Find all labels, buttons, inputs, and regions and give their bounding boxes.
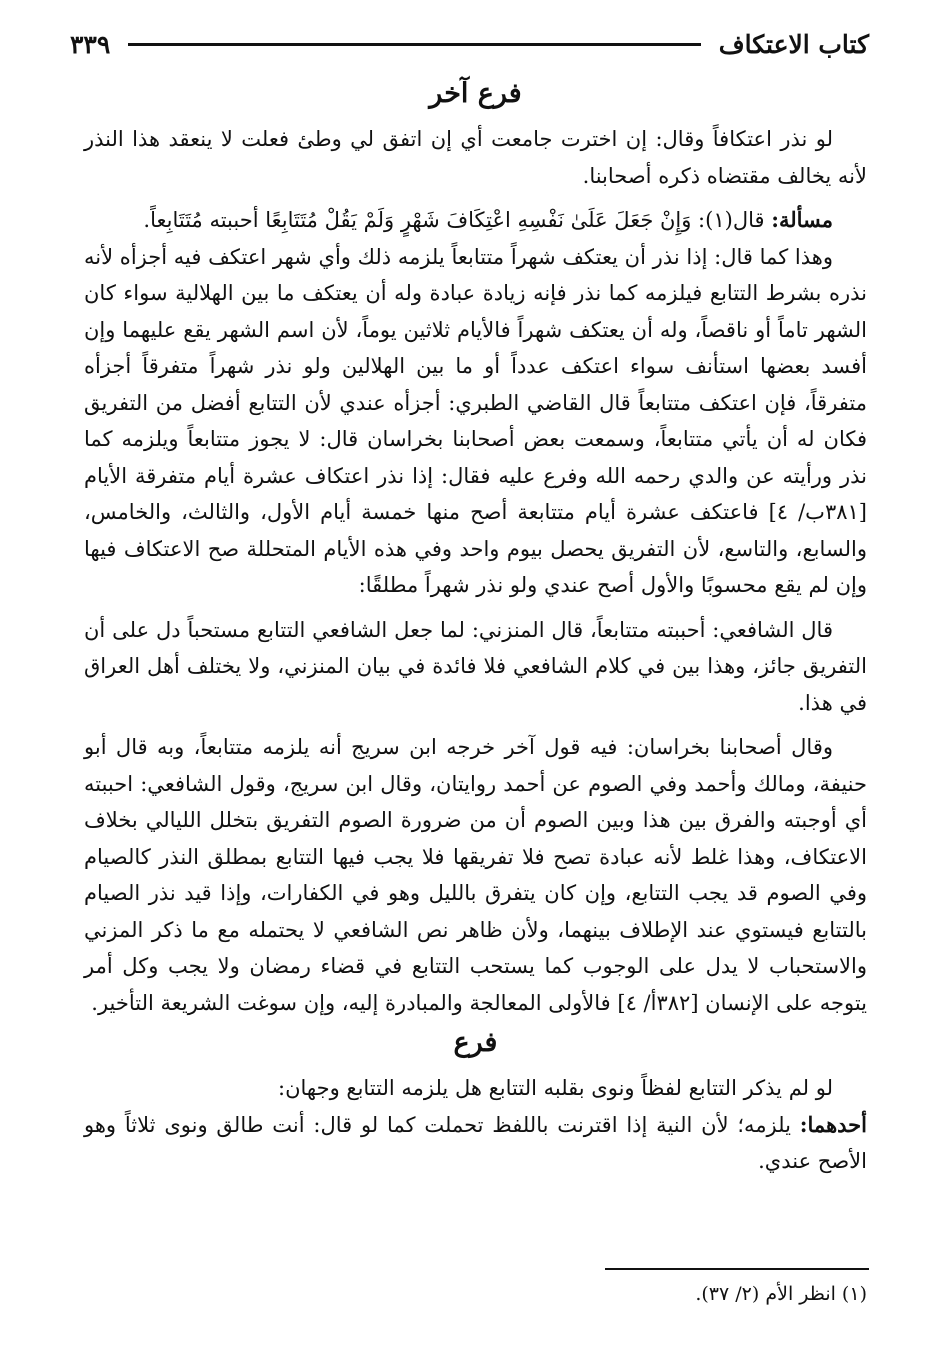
book-title: كتاب الاعتكاف bbox=[718, 29, 869, 59]
page-number: ٣٣٩ bbox=[70, 29, 111, 59]
main-text bbox=[84, 74, 867, 1180]
header-rule bbox=[128, 43, 700, 46]
masala-text: قال(١): وَإِنْ جَعَلَ عَلَىٰ نَفْسِهِ اعْتِكَافَ شَهْرٍ وَلَمْ يَقُلْ مُتَتَابِعًا أحببته مُتَتَابِعاً. bbox=[143, 208, 765, 232]
masala-label: مسألة: bbox=[771, 207, 833, 232]
section-heading: فرع bbox=[453, 1027, 498, 1058]
section-heading: فرع آخر bbox=[429, 78, 522, 109]
footnote: (١) انظر الأم (٢/ ٣٧). bbox=[695, 1283, 867, 1305]
paragraph bbox=[84, 1107, 867, 1180]
masala-paragraph bbox=[84, 202, 867, 239]
paragraph: وقال أصحابنا بخراسان: فيه قول آخر خرجه ابن سريج أنه يلزمه متتابعاً، وبه قال أبو حنيفة، ومالك وأحمد وفي الصوم عن أحمد روايتان، وقال ابن سريج، وقول الشافعي: احببته أي أوجبته والفرق بين هذا وبين الصوم أن من ضرورة الصوم التفريق بتخلل الليالي بخلاف الاعتكاف، وهذا غلط لأنه عبادة تصح فلا تفريقها فلا يجب فيها التتابع بمطلق النذر كالصيام وفي الصوم قد يجب التتابع، وإن كان يتفرق بالليل وهو في الكفارات، وإذا قيد نذر الصيام بالتتابع فيستوي عند الإطلاف بينهما، ولأن ظاهر نص الشافعي لا يحتمله مع ما ذكر المزني والاستحباب لا يدل على الوجوب كما يستحب التتابع في قضاء رمضان ولا يجب وكل أمر يتوجه على الإنسان [٣٨٢أ/ ٤] فالأولى المعالجة والمبادرة إليه، وإن سوغت الشريعة التأخير. bbox=[84, 735, 867, 1015]
first-view-label: أحدهما: bbox=[799, 1111, 867, 1137]
first-view-text: يلزمه؛ لأن النية إذا اقترنت باللفظ تحملت كما لو قال: أنت طالق ونوى ثلاثاً وهو الأصح عندي. bbox=[84, 1112, 867, 1173]
footnote-rule bbox=[605, 1268, 869, 1270]
paragraph: لو لم يذكر التتابع لفظاً ونوى بقلبه التتابع هل يلزمه التتابع وجهان: bbox=[278, 1076, 833, 1100]
running-header bbox=[70, 24, 869, 64]
paragraph: قال الشافعي: أحببته متتابعاً، قال المنزني: لما جعل الشافعي التتابع مستحباً دل على أن التفريق جائز، وهذا بين في كلام الشافعي فلا فائدة في بيان المنزني، ولا يختلف أهل العراق في هذا. bbox=[84, 617, 867, 715]
paragraph: وهذا كما قال: إذا نذر أن يعتكف شهراً متتابعاً يلزمه ذلك وأي شهر اعتكف فيه أجزأه لأنه نذره بشرط التتابع فيلزمه كما نذر فإنه زيادة عبادة وله أن يعتكف ما بين الهلالية سواء كان الشهر تاماً أو ناقصاً، وله أن يعتكف شهراً فالأيام ثلاثين يوماً، لأن اسم الشهر يقع عليهما وإن أفسد بعضها استأنف سواء اعتكف عدداً أو ما بين الهلالين ولو نذر شهراً متفرقاً أجزأه متفرقاً، فإن اعتكف متتابعاً قال القاضي الطبري: أجزأه عندي لأن التتابع أفضل من التفريق فكان له أن يأتي متتابعاً، وسمعت بعض أصحابنا بخراسان قال: لا يجوز متتابعاً ويلزمه كما نذر ورأيته عن والدي رحمه الله وفرع عليه فقال: إذا نذر اعتكاف عشرة أيام متفرقة الأيام [٣٨١ب/ ٤] فاعتكف عشرة أيام متتابعة أصح منها خمسة أيام الأول، والثالث، والخامس، والسابع، والتاسع، لأن التفريق يحصل بيوم واحد وفي هذه الأيام المتحللة صح الاعتكاف فيها وإن لم يقع محسوبًا والأول أصح عندي ولو نذر شهراً مطلقًا: bbox=[84, 244, 867, 597]
paragraph: لو نذر اعتكافاً وقال: إن اخترت جامعت أي إن اتفق لي وطئ فعلت لا ينعقد هذا النذر لأنه يخالف مقتضاه ذكره أصحابنا. bbox=[84, 127, 867, 188]
